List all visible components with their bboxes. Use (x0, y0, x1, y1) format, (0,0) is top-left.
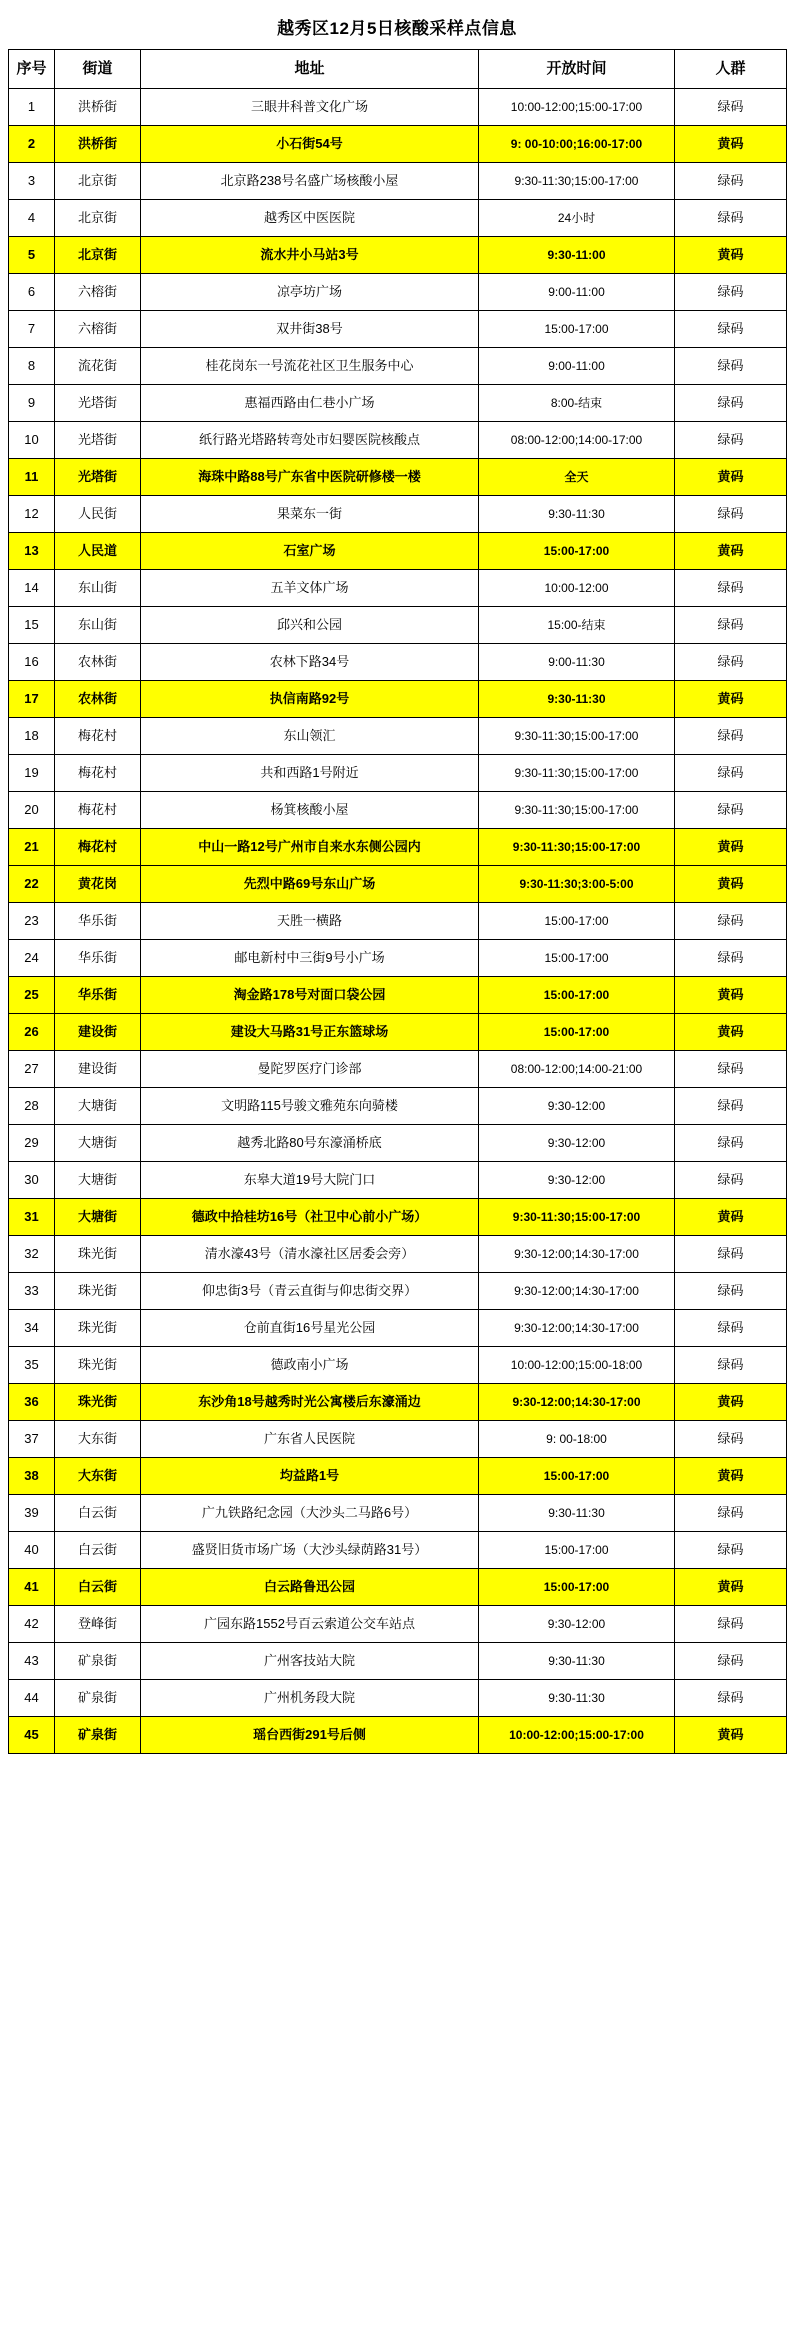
table-row (9, 644, 787, 681)
cell-address: 瑶台西街291号后侧 (141, 1717, 479, 1754)
cell-street: 黄花岗 (55, 866, 141, 903)
cell-address: 东皋大道19号大院门口 (141, 1162, 479, 1199)
cell-street: 珠光街 (55, 1347, 141, 1384)
cell-open-time: 9:30-12:00 (479, 1162, 675, 1199)
cell-index: 29 (9, 1125, 55, 1162)
table-row (9, 274, 787, 311)
cell-address: 白云路鲁迅公园 (141, 1569, 479, 1606)
cell-index: 13 (9, 533, 55, 570)
cell-open-time: 9:00-11:00 (479, 348, 675, 385)
cell-open-time: 9:30-11:30;3:00-5:00 (479, 866, 675, 903)
cell-open-time: 9:30-11:30;15:00-17:00 (479, 1199, 675, 1236)
cell-open-time: 15:00-17:00 (479, 940, 675, 977)
cell-open-time: 9:30-11:30 (479, 1680, 675, 1717)
cell-street: 建设街 (55, 1051, 141, 1088)
cell-crowd: 黄码 (675, 829, 787, 866)
cell-address: 三眼井科普文化广场 (141, 89, 479, 126)
cell-crowd: 黄码 (675, 1384, 787, 1421)
cell-street: 白云街 (55, 1569, 141, 1606)
cell-street: 建设街 (55, 1014, 141, 1051)
cell-open-time: 9:30-11:30 (479, 1643, 675, 1680)
cell-crowd: 绿码 (675, 163, 787, 200)
cell-address: 凉亭坊广场 (141, 274, 479, 311)
table-row (9, 829, 787, 866)
table-row (9, 1384, 787, 1421)
cell-open-time: 10:00-12:00;15:00-17:00 (479, 1717, 675, 1754)
cell-open-time: 9:30-11:30 (479, 496, 675, 533)
cell-open-time: 15:00-17:00 (479, 1014, 675, 1051)
table-row (9, 866, 787, 903)
cell-crowd: 绿码 (675, 1347, 787, 1384)
cell-street: 洪桥街 (55, 89, 141, 126)
cell-open-time: 10:00-12:00 (479, 570, 675, 607)
cell-open-time: 9:30-12:00 (479, 1606, 675, 1643)
cell-index: 15 (9, 607, 55, 644)
cell-address: 杨箕核酸小屋 (141, 792, 479, 829)
cell-crowd: 黄码 (675, 126, 787, 163)
table-row (9, 1051, 787, 1088)
cell-open-time: 15:00-17:00 (479, 1532, 675, 1569)
cell-crowd: 绿码 (675, 348, 787, 385)
cell-open-time: 08:00-12:00;14:00-17:00 (479, 422, 675, 459)
cell-address: 盛贤旧货市场广场（大沙头绿荫路31号） (141, 1532, 479, 1569)
cell-street: 六榕街 (55, 274, 141, 311)
cell-street: 珠光街 (55, 1310, 141, 1347)
cell-index: 18 (9, 718, 55, 755)
cell-address: 仰忠街3号（青云直街与仰忠街交界） (141, 1273, 479, 1310)
cell-index: 21 (9, 829, 55, 866)
cell-address: 中山一路12号广州市自来水东侧公园内 (141, 829, 479, 866)
cell-open-time: 08:00-12:00;14:00-21:00 (479, 1051, 675, 1088)
cell-open-time: 8:00-结束 (479, 385, 675, 422)
cell-address: 纸行路光塔路转弯处市妇婴医院核酸点 (141, 422, 479, 459)
cell-address: 德政中拾桂坊16号（社卫中心前小广场） (141, 1199, 479, 1236)
cell-street: 华乐街 (55, 903, 141, 940)
cell-open-time: 9:30-11:30;15:00-17:00 (479, 755, 675, 792)
cell-crowd: 绿码 (675, 385, 787, 422)
cell-index: 10 (9, 422, 55, 459)
cell-street: 珠光街 (55, 1236, 141, 1273)
table-row (9, 1310, 787, 1347)
table-row (9, 1532, 787, 1569)
cell-open-time: 15:00-17:00 (479, 533, 675, 570)
cell-address: 清水濠43号（清水濠社区居委会旁） (141, 1236, 479, 1273)
cell-address: 小石街54号 (141, 126, 479, 163)
cell-open-time: 9:00-11:30 (479, 644, 675, 681)
table-row (9, 237, 787, 274)
cell-address: 果菜东一街 (141, 496, 479, 533)
cell-open-time: 15:00-17:00 (479, 1569, 675, 1606)
table-row (9, 681, 787, 718)
cell-address: 海珠中路88号广东省中医院研修楼一楼 (141, 459, 479, 496)
cell-street: 梅花村 (55, 829, 141, 866)
cell-index: 20 (9, 792, 55, 829)
cell-address: 广州机务段大院 (141, 1680, 479, 1717)
table-row (9, 718, 787, 755)
cell-crowd: 黄码 (675, 1717, 787, 1754)
cell-crowd: 绿码 (675, 1162, 787, 1199)
cell-address: 越秀区中医医院 (141, 200, 479, 237)
cell-address: 曼陀罗医疗门诊部 (141, 1051, 479, 1088)
table-row (9, 570, 787, 607)
column-header-street: 街道 (55, 50, 141, 89)
table-row (9, 607, 787, 644)
table-row (9, 1458, 787, 1495)
table-row (9, 200, 787, 237)
cell-index: 24 (9, 940, 55, 977)
table-row (9, 1643, 787, 1680)
column-header-address: 地址 (141, 50, 479, 89)
table-header (9, 50, 787, 89)
cell-index: 14 (9, 570, 55, 607)
cell-crowd: 绿码 (675, 1532, 787, 1569)
cell-index: 36 (9, 1384, 55, 1421)
cell-index: 5 (9, 237, 55, 274)
column-header-index: 序号 (9, 50, 55, 89)
cell-open-time: 9:30-11:30 (479, 1495, 675, 1532)
cell-index: 42 (9, 1606, 55, 1643)
cell-street: 白云街 (55, 1495, 141, 1532)
cell-open-time: 9: 00-18:00 (479, 1421, 675, 1458)
cell-index: 12 (9, 496, 55, 533)
cell-index: 6 (9, 274, 55, 311)
cell-address: 天胜一横路 (141, 903, 479, 940)
cell-street: 华乐街 (55, 940, 141, 977)
cell-index: 11 (9, 459, 55, 496)
cell-address: 北京路238号名盛广场核酸小屋 (141, 163, 479, 200)
cell-index: 43 (9, 1643, 55, 1680)
cell-street: 矿泉街 (55, 1643, 141, 1680)
table-row (9, 163, 787, 200)
cell-address: 均益路1号 (141, 1458, 479, 1495)
cell-index: 16 (9, 644, 55, 681)
cell-address: 石室广场 (141, 533, 479, 570)
cell-crowd: 绿码 (675, 1125, 787, 1162)
table-row (9, 311, 787, 348)
table-row (9, 348, 787, 385)
table-row (9, 126, 787, 163)
cell-open-time: 10:00-12:00;15:00-17:00 (479, 89, 675, 126)
table-row (9, 903, 787, 940)
cell-index: 35 (9, 1347, 55, 1384)
table-row (9, 385, 787, 422)
cell-street: 珠光街 (55, 1273, 141, 1310)
cell-open-time: 15:00-17:00 (479, 311, 675, 348)
cell-open-time: 15:00-17:00 (479, 1458, 675, 1495)
cell-street: 北京街 (55, 163, 141, 200)
cell-crowd: 绿码 (675, 200, 787, 237)
cell-street: 北京街 (55, 200, 141, 237)
cell-crowd: 黄码 (675, 1569, 787, 1606)
cell-street: 东山街 (55, 607, 141, 644)
cell-address: 流水井小马站3号 (141, 237, 479, 274)
cell-open-time: 9:30-11:30;15:00-17:00 (479, 829, 675, 866)
cell-index: 27 (9, 1051, 55, 1088)
cell-index: 38 (9, 1458, 55, 1495)
cell-index: 2 (9, 126, 55, 163)
cell-street: 六榕街 (55, 311, 141, 348)
cell-open-time: 9:30-11:30;15:00-17:00 (479, 792, 675, 829)
cell-street: 农林街 (55, 644, 141, 681)
cell-crowd: 黄码 (675, 459, 787, 496)
cell-open-time: 24小时 (479, 200, 675, 237)
cell-street: 人民街 (55, 496, 141, 533)
cell-address: 广九铁路纪念园（大沙头二马路6号） (141, 1495, 479, 1532)
cell-street: 梅花村 (55, 792, 141, 829)
cell-index: 37 (9, 1421, 55, 1458)
table-row (9, 1162, 787, 1199)
column-header-open-time: 开放时间 (479, 50, 675, 89)
cell-index: 4 (9, 200, 55, 237)
table-row (9, 1199, 787, 1236)
cell-address: 东山领汇 (141, 718, 479, 755)
cell-open-time: 9:30-12:00;14:30-17:00 (479, 1384, 675, 1421)
cell-address: 淘金路178号对面口袋公园 (141, 977, 479, 1014)
cell-crowd: 黄码 (675, 1458, 787, 1495)
cell-street: 矿泉街 (55, 1717, 141, 1754)
cell-crowd: 绿码 (675, 1273, 787, 1310)
table-row (9, 940, 787, 977)
cell-address: 邱兴和公园 (141, 607, 479, 644)
cell-index: 1 (9, 89, 55, 126)
cell-open-time: 15:00-17:00 (479, 977, 675, 1014)
cell-open-time: 全天 (479, 459, 675, 496)
table-row (9, 422, 787, 459)
cell-street: 梅花村 (55, 755, 141, 792)
table-row (9, 1680, 787, 1717)
cell-index: 7 (9, 311, 55, 348)
cell-open-time: 9:30-12:00;14:30-17:00 (479, 1236, 675, 1273)
cell-open-time: 9:30-11:30;15:00-17:00 (479, 718, 675, 755)
cell-index: 39 (9, 1495, 55, 1532)
cell-street: 华乐街 (55, 977, 141, 1014)
cell-index: 22 (9, 866, 55, 903)
table-row (9, 1125, 787, 1162)
cell-open-time: 15:00-17:00 (479, 903, 675, 940)
cell-crowd: 绿码 (675, 496, 787, 533)
cell-crowd: 黄码 (675, 533, 787, 570)
cell-open-time: 9:30-12:00;14:30-17:00 (479, 1310, 675, 1347)
cell-address: 越秀北路80号东濠涌桥底 (141, 1125, 479, 1162)
cell-crowd: 黄码 (675, 866, 787, 903)
cell-open-time: 15:00-结束 (479, 607, 675, 644)
cell-index: 25 (9, 977, 55, 1014)
table-row (9, 1014, 787, 1051)
cell-street: 大塘街 (55, 1199, 141, 1236)
cell-address: 五羊文体广场 (141, 570, 479, 607)
cell-index: 23 (9, 903, 55, 940)
cell-crowd: 绿码 (675, 1495, 787, 1532)
table-row (9, 977, 787, 1014)
page-title: 越秀区12月5日核酸采样点信息 (277, 19, 517, 38)
table-row (9, 1495, 787, 1532)
cell-street: 大塘街 (55, 1162, 141, 1199)
cell-address: 广园东路1552号百云索道公交车站点 (141, 1606, 479, 1643)
cell-index: 32 (9, 1236, 55, 1273)
sampling-sites-table (8, 49, 787, 1754)
cell-address: 建设大马路31号正东篮球场 (141, 1014, 479, 1051)
cell-open-time: 9:30-12:00 (479, 1125, 675, 1162)
cell-crowd: 绿码 (675, 718, 787, 755)
cell-index: 3 (9, 163, 55, 200)
cell-address: 文明路115号骏文雅苑东向骑楼 (141, 1088, 479, 1125)
cell-crowd: 黄码 (675, 977, 787, 1014)
table-row (9, 1347, 787, 1384)
cell-address: 惠福西路由仁巷小广场 (141, 385, 479, 422)
cell-crowd: 绿码 (675, 644, 787, 681)
cell-crowd: 绿码 (675, 422, 787, 459)
cell-street: 光塔街 (55, 422, 141, 459)
column-header-crowd: 人群 (675, 50, 787, 89)
cell-crowd: 绿码 (675, 274, 787, 311)
cell-crowd: 绿码 (675, 1088, 787, 1125)
table-row (9, 1569, 787, 1606)
table-row (9, 1606, 787, 1643)
cell-street: 流花街 (55, 348, 141, 385)
cell-crowd: 绿码 (675, 1051, 787, 1088)
cell-address: 邮电新村中三街9号小广场 (141, 940, 479, 977)
table-row (9, 755, 787, 792)
cell-crowd: 绿码 (675, 1310, 787, 1347)
table-row (9, 792, 787, 829)
cell-index: 34 (9, 1310, 55, 1347)
cell-crowd: 绿码 (675, 940, 787, 977)
cell-open-time: 9:30-11:30 (479, 681, 675, 718)
cell-index: 28 (9, 1088, 55, 1125)
cell-address: 东沙角18号越秀时光公寓楼后东濠涌边 (141, 1384, 479, 1421)
table-row (9, 1717, 787, 1754)
cell-crowd: 绿码 (675, 89, 787, 126)
cell-index: 19 (9, 755, 55, 792)
cell-index: 33 (9, 1273, 55, 1310)
table-body (9, 89, 787, 1754)
table-row (9, 1273, 787, 1310)
cell-address: 农林下路34号 (141, 644, 479, 681)
table-row (9, 1236, 787, 1273)
cell-crowd: 黄码 (675, 1014, 787, 1051)
cell-street: 矿泉街 (55, 1680, 141, 1717)
cell-index: 41 (9, 1569, 55, 1606)
cell-street: 光塔街 (55, 385, 141, 422)
cell-index: 45 (9, 1717, 55, 1754)
cell-crowd: 黄码 (675, 1199, 787, 1236)
cell-crowd: 黄码 (675, 681, 787, 718)
cell-crowd: 绿码 (675, 1680, 787, 1717)
cell-crowd: 绿码 (675, 607, 787, 644)
cell-street: 大东街 (55, 1458, 141, 1495)
cell-address: 桂花岗东一号流花社区卫生服务中心 (141, 348, 479, 385)
table-row (9, 496, 787, 533)
cell-crowd: 绿码 (675, 1643, 787, 1680)
cell-street: 洪桥街 (55, 126, 141, 163)
cell-crowd: 绿码 (675, 1421, 787, 1458)
cell-address: 先烈中路69号东山广场 (141, 866, 479, 903)
cell-address: 广东省人民医院 (141, 1421, 479, 1458)
cell-index: 30 (9, 1162, 55, 1199)
cell-crowd: 绿码 (675, 570, 787, 607)
cell-open-time: 9:30-11:00 (479, 237, 675, 274)
cell-index: 40 (9, 1532, 55, 1569)
table-row (9, 533, 787, 570)
cell-index: 44 (9, 1680, 55, 1717)
cell-open-time: 9:30-12:00;14:30-17:00 (479, 1273, 675, 1310)
cell-index: 8 (9, 348, 55, 385)
cell-crowd: 绿码 (675, 1606, 787, 1643)
cell-street: 人民道 (55, 533, 141, 570)
table-row (9, 1421, 787, 1458)
table-row (9, 459, 787, 496)
cell-street: 白云街 (55, 1532, 141, 1569)
cell-address: 双井街38号 (141, 311, 479, 348)
cell-street: 珠光街 (55, 1384, 141, 1421)
cell-index: 17 (9, 681, 55, 718)
cell-address: 共和西路1号附近 (141, 755, 479, 792)
cell-open-time: 9:30-12:00 (479, 1088, 675, 1125)
cell-crowd: 绿码 (675, 755, 787, 792)
table-row (9, 1088, 787, 1125)
cell-address: 广州客技站大院 (141, 1643, 479, 1680)
cell-street: 大塘街 (55, 1088, 141, 1125)
cell-street: 农林街 (55, 681, 141, 718)
table-row (9, 89, 787, 126)
cell-open-time: 10:00-12:00;15:00-18:00 (479, 1347, 675, 1384)
cell-index: 26 (9, 1014, 55, 1051)
cell-crowd: 黄码 (675, 237, 787, 274)
cell-street: 大东街 (55, 1421, 141, 1458)
cell-open-time: 9: 00-10:00;16:00-17:00 (479, 126, 675, 163)
cell-street: 北京街 (55, 237, 141, 274)
cell-open-time: 9:00-11:00 (479, 274, 675, 311)
table-header-row (9, 50, 787, 89)
cell-street: 光塔街 (55, 459, 141, 496)
cell-open-time: 9:30-11:30;15:00-17:00 (479, 163, 675, 200)
cell-crowd: 绿码 (675, 311, 787, 348)
cell-index: 31 (9, 1199, 55, 1236)
cell-street: 东山街 (55, 570, 141, 607)
cell-street: 登峰街 (55, 1606, 141, 1643)
cell-index: 9 (9, 385, 55, 422)
cell-street: 大塘街 (55, 1125, 141, 1162)
cell-crowd: 绿码 (675, 1236, 787, 1273)
cell-address: 执信南路92号 (141, 681, 479, 718)
cell-crowd: 绿码 (675, 903, 787, 940)
cell-address: 德政南小广场 (141, 1347, 479, 1384)
cell-crowd: 绿码 (675, 792, 787, 829)
cell-address: 仓前直街16号星光公园 (141, 1310, 479, 1347)
cell-street: 梅花村 (55, 718, 141, 755)
